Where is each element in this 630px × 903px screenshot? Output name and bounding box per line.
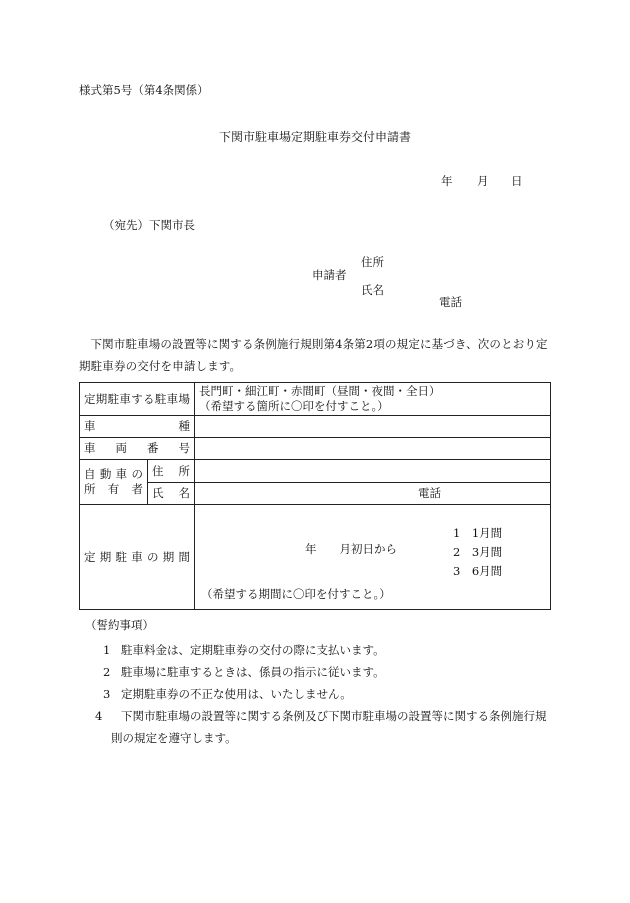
form-number: 様式第5号（第4条関係） [79,83,209,97]
pledge-number: 3 [103,687,111,701]
period-start: 年 月初日から [305,542,397,556]
owner-name-field[interactable] [195,483,551,505]
date-day-label: 日 [511,174,523,188]
duration-options [453,524,502,581]
vehicle-type-label: 車種 [80,416,195,438]
applicant-phone-label: 電話 [439,295,462,309]
pledge-text: 駐車料金は、定期駐車券の交付の際に支払います。 [121,643,385,657]
pledge-text: 駐車場に駐車するときは、係員の指示に従います。 [121,665,385,679]
parking-label: 定期駐車する駐車場 [80,383,195,416]
pledge-item [103,661,548,683]
period-note: （希望する期間に〇印を付すこと。） [201,587,391,601]
document-title: 下関市駐車場定期駐車券交付申請書 [218,130,411,144]
parking-options-cell[interactable] [195,383,551,416]
parking-options: 長門町・細江町・赤間町（昼間・夜間・全日） [199,384,441,398]
pledge-number: 4 [95,709,103,723]
owner-address-field[interactable] [195,460,551,483]
vehicle-type-row [80,416,551,438]
owner-address-row [80,460,551,483]
duration-option[interactable]: 3 6月間 [453,564,503,578]
vehicle-type-field[interactable] [195,416,551,438]
period-label: 定期駐車の期間 [80,505,195,610]
pledge-item [103,639,548,661]
duration-option[interactable]: 1 1月間 [453,526,503,540]
application-table [79,382,551,610]
pledge-text: 下関市駐車場の設置等に関する条例及び下関市駐車場の設置等に関する条例施行規則の規定を遵守します。 [111,709,547,745]
owner-name-row [80,483,551,505]
applicant-address-label: 住所 [361,255,384,269]
date-month-label: 月 [477,174,489,188]
duration-option[interactable]: 2 3月間 [453,545,503,559]
owner-label [80,460,148,505]
pledge-number: 1 [103,643,111,657]
owner-name-label: 氏名 [148,483,195,505]
vehicle-number-label: 車両番号 [80,438,195,460]
applicant-name-label: 氏名 [361,283,384,297]
pledge-item [95,705,557,749]
owner-phone-label: 電話 [418,486,441,500]
owner-address-label: 住所 [148,460,195,483]
pledge-heading: （誓約事項） [85,618,154,632]
vehicle-number-row [80,438,551,460]
owner-label-line1: 自動車の [84,467,143,481]
period-field[interactable] [195,505,551,610]
period-row [80,505,551,610]
parking-note: （希望する箇所に〇印を付すこと。） [199,399,389,413]
application-statement: 下関市駐車場の設置等に関する条例施行規則第4条第2項の規定に基づき、次のとおり定期駐車券の交付を申請します。 [79,337,548,373]
parking-row [80,383,551,416]
date-year-label: 年 [441,174,453,188]
pledge-number: 2 [103,665,111,679]
pledge-text: 定期駐車券の不正な使用は、いたしません。 [121,687,352,701]
vehicle-number-field[interactable] [195,438,551,460]
addressee: （宛先）下関市長 [103,218,195,232]
pledge-item [103,683,548,705]
owner-label-line2: 所有者 [84,482,143,496]
applicant-label: 申請者 [312,268,347,282]
